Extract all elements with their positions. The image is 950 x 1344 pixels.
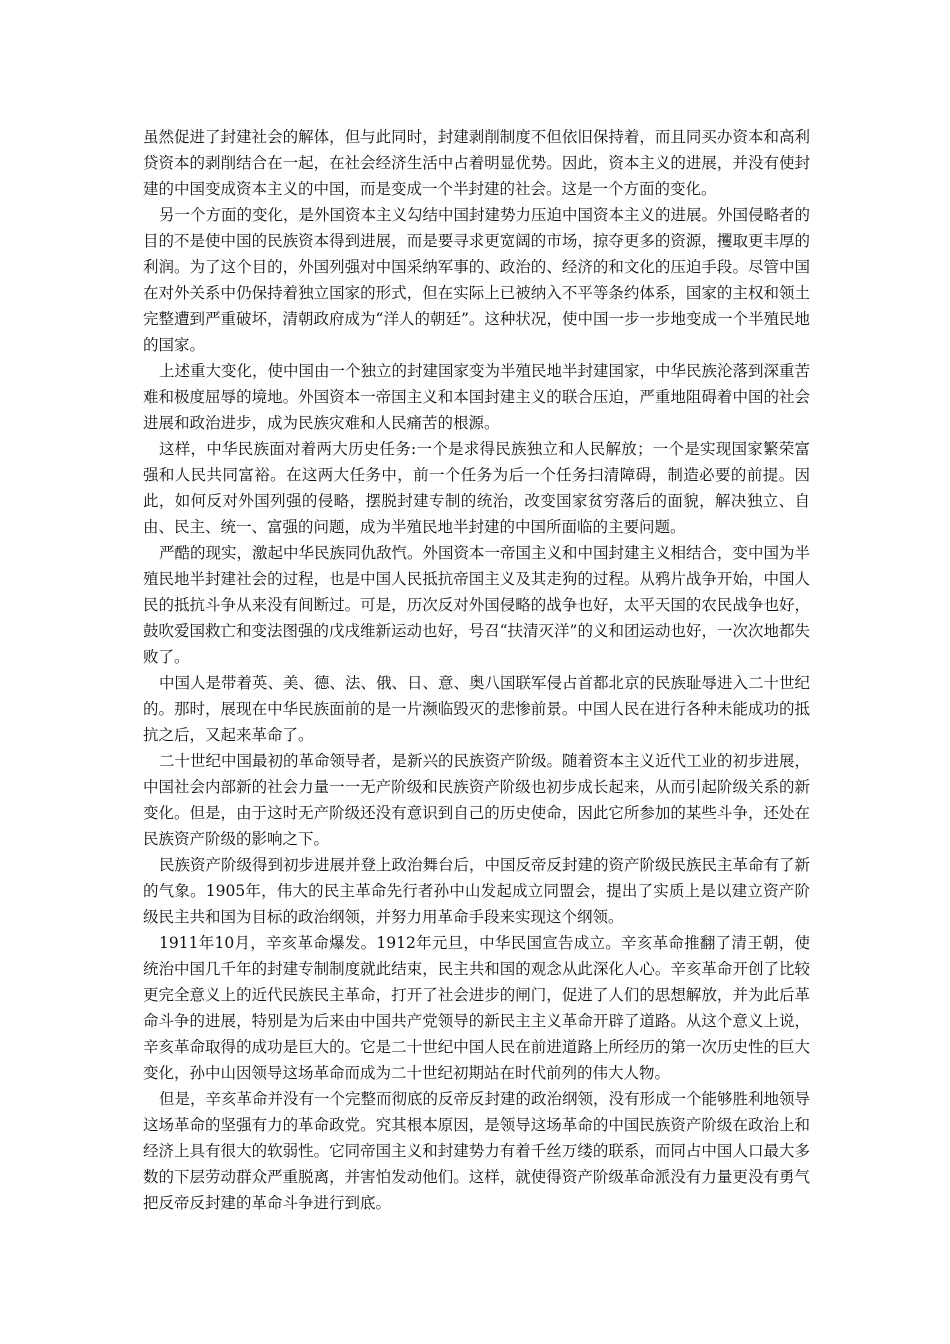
paragraph-10: 但是，辛亥革命并没有一个完整而彻底的反帝反封建的政治纲领，没有形成一个能够胜利地领导这场革命的坚强有力的革命政党。究其根本原因，是领导这场革命的中国民族资产阶级在政治上和经济上具有很大的软弱性。它同帝国主义和封建势力有着千丝万缕的联系，而同占中国人口最大多数的下层劳动群众严重脱离，并害怕发动他们。这样，就使得资产阶级革命派没有力量更没有勇气把反帝反封建的革命斗争进行到底。 <box>143 1090 811 1212</box>
paragraph-3: 上述重大变化，使中国由一个独立的封建国家变为半殖民地半封建国家，中华民族沦落到深重苦难和极度屈辱的境地。外国资本一帝国主义和本国封建主义的联合压迫，严重地阻碍着中国的社会进展和政治进步，成为民族灾难和人民痛苦的根源。 <box>143 362 811 432</box>
paragraph-9: 1911年10月，辛亥革命爆发。1912年元旦，中华民国宣告成立。辛亥革命推翻了清王朝，使统治中国几千年的封建专制制度就此结束，民主共和国的观念从此深化人心。辛亥革命开创了比较更完全意义上的近代民族民主革命，打开了社会进步的闸门，促进了人们的思想解放，并为此后革命斗争的进展，特别是为后来由中国共产党领导的新民主主义革命开辟了道路。从这个意义上说，辛亥革命取得的成功是巨大的。它是二十世纪中国人民在前进道路上所经历的第一次历史性的巨大变化，孙中山因领导这场革命而成为二十世纪初期站在时代前列的伟大人物。 <box>143 934 810 1082</box>
paragraph-7: 二十世纪中国最初的革命领导者，是新兴的民族资产阶级。随着资本主义近代工业的初步进展，中国社会内部新的社会力量一一无产阶级和民族资产阶级也初步成长起来，从而引起阶级关系的新变化。但是，由于这时无产阶级还没有意识到自己的历史使命，因此它所参加的某些斗争，还处在民族资产阶级的影响之下。 <box>143 752 811 848</box>
paragraph-1: 虽然促进了封建社会的解体，但与此同时，封建剥削制度不但依旧保持着，而且同买办资本和高利贷资本的剥削结合在一起，在社会经济生活中占着明显优势。因此，资本主义的进展，并没有使封建的中国变成资本主义的中国，而是变成一个半封建的社会。这是一个方面的变化。 <box>143 128 810 198</box>
paragraph-8: 民族资产阶级得到初步进展并登上政治舞台后，中国反帝反封建的资产阶级民族民主革命有了新的气象。1905年，伟大的民主革命先行者孙中山发起成立同盟会，提出了实质上是以建立资产阶级民主共和国为目标的政治纲领，并努力用革命手段来实现这个纲领。 <box>143 856 811 926</box>
paragraph-5: 严酷的现实，激起中华民族同仇敌忾。外国资本一帝国主义和中国封建主义相结合，变中国为半殖民地半封建社会的过程，也是中国人民抵抗帝国主义及其走狗的过程。从鸦片战争开始，中国人民的抵抗斗争从来没有间断过。可是，历次反对外国侵略的战争也好，太平天国的农民战争也好，鼓吹爱国救亡和变法图强的戊戌维新运动也好，号召“扶清灭洋”的义和团运动也好，一次次地都失败了。 <box>143 544 811 666</box>
paragraph-2: 另一个方面的变化，是外国资本主义勾结中国封建势力压迫中国资本主义的进展。外国侵略者的目的不是使中国的民族资本得到进展，而是要寻求更宽阔的市场，掠夺更多的资源，攫取更丰厚的利润。为了这个目的，外国列强对中国采纳军事的、政治的、经济的和文化的压迫手段。尽管中国在对外关系中仍保持着独立国家的形式，但在实际上已被纳入不平等条约体系，国家的主权和领土完整遭到严重破坏，清朝政府成为“洋人的朝廷”。这种状况，使中国一步一步地变成一个半殖民地的国家。 <box>143 206 811 354</box>
paragraph-4: 这样，中华民族面对着两大历史任务:一个是求得民族独立和人民解放；一个是实现国家繁荣富强和人民共同富裕。在这两大任务中，前一个任务为后一个任务扫清障碍，制造必要的前提。因此，如何反对外国列强的侵略，摆脱封建专制的统治，改变国家贫穷落后的面貌，解决独立、自由、民主、统一、富强的问题，成为半殖民地半封建的中国所面临的主要问题。 <box>143 440 810 536</box>
document-body <box>143 124 810 1216</box>
paragraph-6: 中国人是带着英、美、德、法、俄、日、意、奥八国联军侵占首都北京的民族耻辱进入二十世纪的。那时，展现在中华民族面前的是一片濒临毁灭的悲惨前景。中国人民在进行各种未能成功的抵抗之后，又起来革命了。 <box>143 674 811 744</box>
